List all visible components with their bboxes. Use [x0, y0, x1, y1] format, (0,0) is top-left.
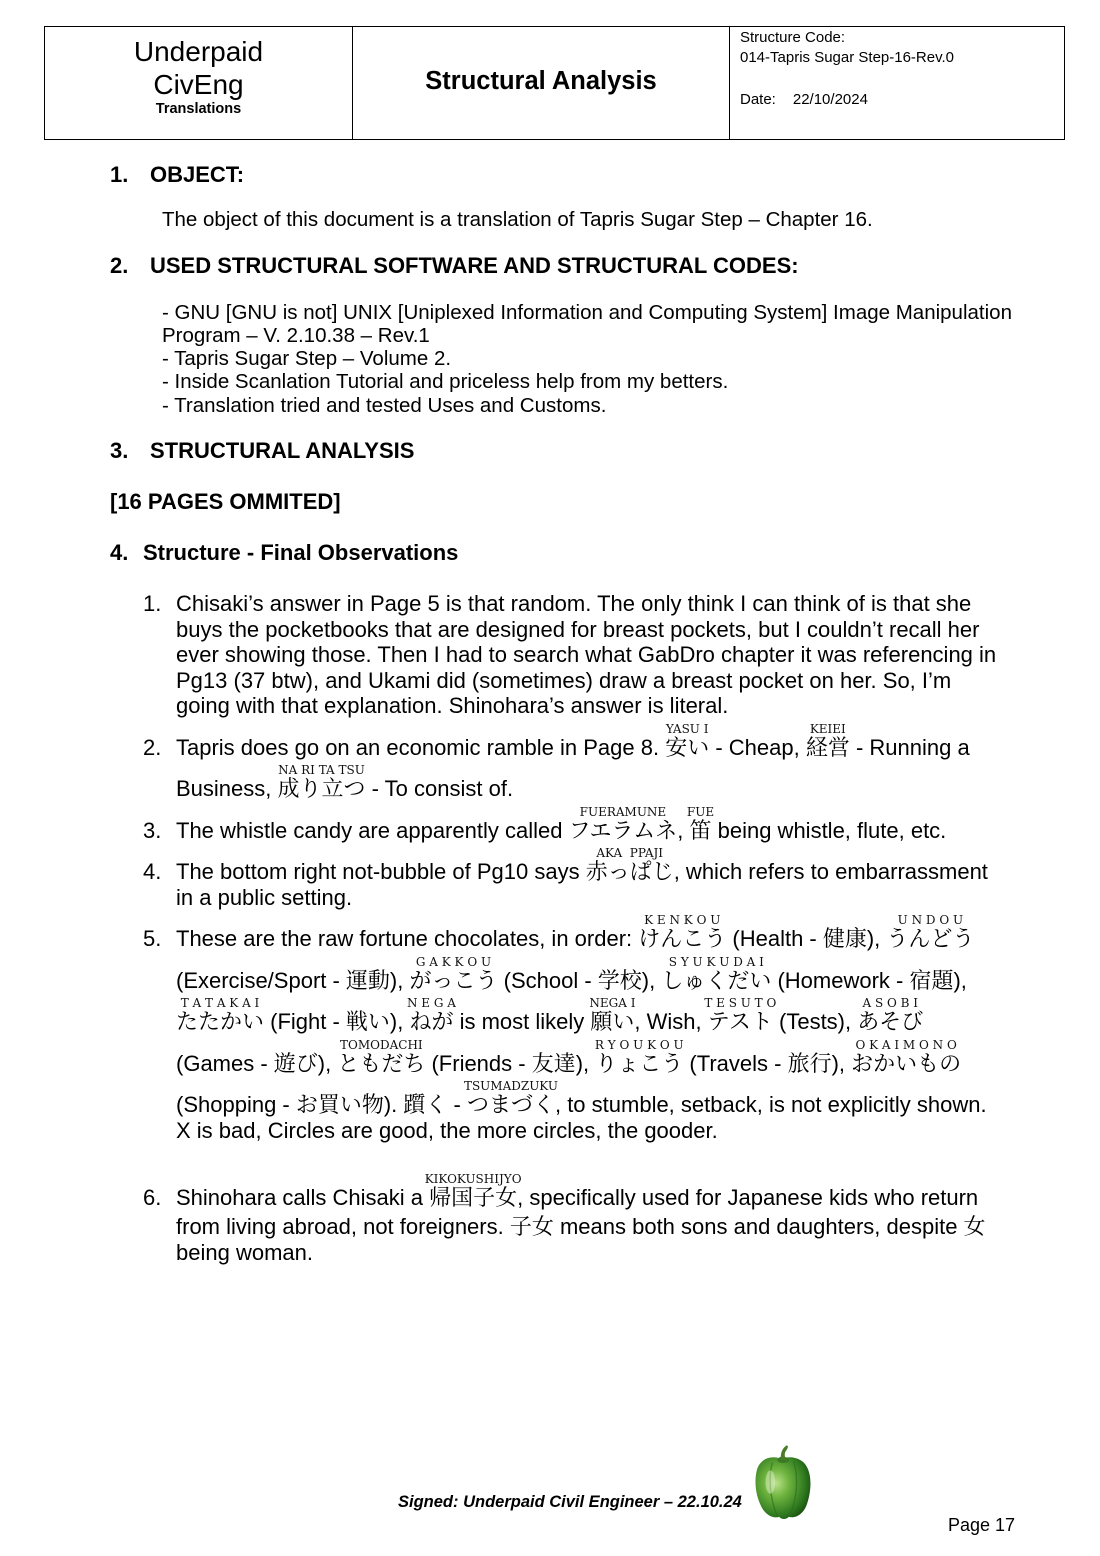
- observation-item: [143, 591, 997, 719]
- ruby-base-text: しゅくだい: [661, 967, 772, 993]
- text-run: Shinohara calls Chisaki a: [176, 1185, 430, 1210]
- observation-number: 2.: [143, 734, 162, 760]
- observation-item: [143, 802, 996, 844]
- observation-line: [143, 802, 996, 844]
- section-title: Structure - Final Observations: [143, 540, 459, 565]
- text-run: ever showing those. Then I had to search what GabDro chapter it was referencing in: [176, 642, 997, 667]
- organization-subtitle: Translations: [155, 100, 242, 117]
- section-heading-analysis: [110, 438, 414, 464]
- ruby-base-text: おかいもの: [851, 1050, 962, 1076]
- ruby-base-text: あそび: [857, 1009, 924, 1034]
- section-title: USED STRUCTURAL SOFTWARE AND STRUCTURAL CODES:: [150, 253, 799, 278]
- ruby-base-text: けんこう: [638, 926, 727, 951]
- software-list-line: - Inside Scanlation Tutorial and priceless help from my betters.: [162, 370, 729, 394]
- text-run: going with that explanation. Shinohara’s answer is literal.: [176, 693, 729, 718]
- ruby-base-text: ねが: [409, 1009, 454, 1034]
- observation-line: [176, 668, 996, 694]
- software-list-line: - GNU [GNU is not] UNIX [Uniplexed Information and Computing System] Image Manipulation: [162, 300, 1012, 324]
- observation-line: [176, 642, 996, 668]
- text-run: (Games - 遊び),: [176, 1050, 338, 1076]
- section-number: 2.: [110, 253, 129, 278]
- ruby-reading-text: S Y U K U D A I: [668, 954, 764, 969]
- structure-code-label: Structure Code:: [740, 29, 846, 46]
- date-line: [740, 90, 1064, 110]
- text-run: (School - 学校),: [497, 967, 662, 993]
- ruby-reading-text: KEIEI: [809, 721, 846, 736]
- ruby-annotated-word: [409, 954, 498, 994]
- observation-line: [176, 1214, 996, 1240]
- observation-line: [176, 993, 996, 1035]
- ruby-annotated-word: [665, 721, 710, 761]
- text-run: (Health - 健康),: [726, 926, 887, 951]
- ruby-base-text: 願い: [590, 1009, 635, 1034]
- observation-line: [176, 1118, 996, 1144]
- ruby-base-text: 安い: [665, 734, 710, 760]
- text-run: buys the pocketbooks that are designed for breast pockets, but I couldn’t recall her: [176, 616, 980, 642]
- organization-name-line-2: CivEng: [153, 68, 244, 100]
- observation-line: [176, 885, 996, 911]
- observation-line: [176, 760, 996, 802]
- observation-line: [143, 910, 996, 952]
- document-title-cell: [352, 27, 729, 139]
- ruby-annotated-word: [589, 996, 636, 1035]
- ruby-reading-text: R Y O U K O U: [594, 1037, 684, 1052]
- software-list: [162, 301, 1012, 417]
- observation-line: [143, 591, 996, 617]
- observation-line: [143, 1169, 996, 1214]
- text-run: , Wish,: [634, 1009, 708, 1034]
- ruby-reading-text: NEGA I: [589, 996, 636, 1010]
- text-run: X is bad, Circles are good, the more circles, the gooder.: [176, 1117, 718, 1143]
- text-run: (Shopping - お買い物). 躓く -: [176, 1092, 467, 1117]
- ruby-base-text: ともだち: [337, 1050, 426, 1076]
- text-run: Business,: [176, 776, 278, 801]
- ruby-reading-text: A S O B I: [862, 996, 919, 1010]
- section-number: 1.: [110, 162, 129, 187]
- observation-number: 5.: [143, 926, 162, 951]
- ruby-annotated-word: [704, 996, 777, 1035]
- software-list-line: - Tapris Sugar Step – Volume 2.: [162, 347, 452, 371]
- ruby-annotated-word: [857, 996, 924, 1035]
- ruby-reading-text: NA RI TA TSU: [278, 763, 365, 777]
- ruby-annotated-word: [568, 804, 678, 844]
- ruby-annotated-word: [585, 846, 674, 885]
- text-run: The whistle candy are apparently called: [176, 817, 569, 843]
- observation-line: [176, 952, 996, 994]
- observation-item: [143, 843, 996, 910]
- text-run: - Running a: [849, 734, 970, 760]
- observation-number: 4.: [143, 859, 162, 884]
- text-run: from living abroad, not foreigners. 子女 means both sons and daughters, despite 女: [176, 1214, 986, 1239]
- section-title: OBJECT:: [150, 162, 245, 187]
- text-run: The bottom right not-bubble of Pg10 says: [176, 859, 586, 884]
- ruby-reading-text: YASU I: [665, 721, 709, 736]
- ruby-base-text: うんどう: [886, 926, 975, 951]
- ruby-reading-text: FUE: [686, 804, 715, 819]
- title-block: [44, 26, 1065, 140]
- observation-line: [176, 1240, 996, 1266]
- text-run: being woman.: [176, 1239, 313, 1265]
- observation-number: 3.: [143, 817, 162, 843]
- date-label: Date:: [740, 91, 776, 108]
- ruby-annotated-word: [176, 996, 265, 1035]
- observation-line: [176, 1076, 996, 1118]
- omitted-pages-note: [16 PAGES OMMITED]: [110, 489, 341, 514]
- ruby-reading-text: O K A I M O N O: [855, 1037, 957, 1052]
- text-run: Chisaki’s answer in Page 5 is that random. The only think I can think of is that she: [176, 591, 972, 616]
- text-run: being whistle, flute, etc.: [711, 817, 947, 843]
- observation-line: [143, 843, 996, 885]
- text-run: These are the raw fortune chocolates, in order:: [176, 926, 639, 951]
- document-title: Structural Analysis: [425, 66, 657, 95]
- software-list-line: Program – V. 2.10.38 – Rev.1: [162, 323, 430, 347]
- ruby-reading-text: U N D O U: [897, 913, 964, 927]
- ruby-base-text: テスト: [707, 1009, 773, 1034]
- ruby-base-text: 成り立つ: [277, 776, 366, 801]
- ruby-annotated-word: [686, 804, 715, 844]
- ruby-annotated-word: [805, 721, 850, 761]
- text-run: (Fight - 戦い),: [264, 1009, 410, 1034]
- ruby-base-text: 笛: [689, 817, 712, 843]
- ruby-base-text: 赤っぱじ: [585, 859, 674, 884]
- ruby-reading-text: G A K K O U: [415, 954, 492, 969]
- ruby-base-text: 経営: [805, 734, 850, 760]
- text-run: (Travels - 旅行),: [683, 1050, 852, 1076]
- ruby-base-text: たたかい: [176, 1009, 265, 1034]
- text-run: - Cheap,: [709, 734, 806, 760]
- section-heading-observations: [110, 540, 458, 566]
- observation-line: [176, 1035, 996, 1077]
- ruby-base-text: つまづく: [466, 1092, 555, 1117]
- organization-name-line-1: Underpaid: [133, 35, 264, 67]
- text-run: ,: [677, 817, 690, 843]
- ruby-reading-text: AKA PPAJI: [596, 846, 664, 860]
- signature: Signed: Underpaid Civil Engineer – 22.10.24: [398, 1493, 742, 1511]
- ruby-annotated-word: [886, 913, 975, 952]
- text-run: - To consist of.: [365, 776, 514, 801]
- ruby-base-text: フエラムネ: [568, 817, 678, 843]
- text-run: in a public setting.: [176, 884, 353, 910]
- observation-line: [176, 693, 996, 719]
- ruby-base-text: 帰国子女: [429, 1185, 518, 1210]
- text-run: , specifically used for Japanese kids who return: [517, 1185, 979, 1210]
- text-run: (Homework - 宿題),: [771, 967, 967, 993]
- ruby-reading-text: K E N K O U: [644, 913, 721, 927]
- observation-line: [176, 617, 996, 643]
- observation-number: 1.: [143, 591, 162, 616]
- date-value: 22/10/2024: [792, 91, 868, 108]
- section-number: 4.: [110, 540, 129, 565]
- ruby-annotated-word: [851, 1037, 962, 1077]
- section-title: STRUCTURAL ANALYSIS: [150, 438, 415, 463]
- ruby-reading-text: N E G A: [406, 996, 456, 1010]
- section-heading-object: [110, 162, 244, 188]
- ruby-reading-text: FUERAMUNE: [579, 804, 667, 819]
- ruby-annotated-word: [277, 763, 366, 802]
- ruby-reading-text: TOMODACHI: [340, 1037, 423, 1052]
- ruby-annotated-word: [463, 1079, 558, 1118]
- observation-item: [143, 719, 996, 802]
- observation-item: [143, 910, 996, 1143]
- organization-cell: [45, 27, 352, 139]
- section-number: 3.: [110, 438, 129, 463]
- ruby-annotated-word: [406, 996, 456, 1035]
- object-paragraph: The object of this document is a translation of Tapris Sugar Step – Chapter 16.: [162, 208, 873, 231]
- observation-line: [143, 719, 996, 761]
- text-run: is most likely: [453, 1009, 591, 1034]
- ruby-annotated-word: [594, 1037, 684, 1077]
- document-info-cell: [729, 27, 1064, 139]
- page-number: Page 17: [948, 1515, 1016, 1535]
- ruby-base-text: がっこう: [409, 967, 498, 993]
- software-list-line: - Translation tried and tested Uses and Customs.: [162, 393, 607, 417]
- bell-pepper-image: [751, 1443, 813, 1521]
- ruby-annotated-word: [337, 1037, 426, 1077]
- text-run: Tapris does go on an economic ramble in Page 8.: [176, 734, 666, 760]
- text-run: , to stumble, setback, is not explicitly shown.: [554, 1092, 987, 1117]
- text-run: (Friends - 友達),: [425, 1050, 596, 1076]
- text-run: (Tests),: [772, 1009, 858, 1034]
- observations-list: [143, 591, 997, 1265]
- observation-item: [143, 1169, 996, 1265]
- text-run: , which refers to embarrassment: [673, 859, 988, 884]
- section-heading-software: [110, 253, 799, 279]
- ruby-base-text: りょこう: [595, 1050, 684, 1076]
- ruby-reading-text: T E S U T O: [704, 996, 777, 1010]
- ruby-reading-text: KIKOKUSHIJYO: [424, 1172, 522, 1186]
- text-run: Pg13 (37 btw), and Ukami did (sometimes) draw a breast pocket on her. So, I’m: [176, 667, 952, 693]
- ruby-reading-text: T A T A K A I: [180, 996, 260, 1010]
- structure-code-value: 014-Tapris Sugar Step-16-Rev.0: [740, 49, 954, 66]
- text-run: (Exercise/Sport - 運動),: [176, 967, 410, 993]
- ruby-reading-text: TSUMADZUKU: [463, 1079, 558, 1093]
- ruby-annotated-word: [424, 1172, 522, 1211]
- ruby-annotated-word: [661, 954, 772, 994]
- ruby-annotated-word: [638, 913, 727, 952]
- observation-number: 6.: [143, 1185, 162, 1210]
